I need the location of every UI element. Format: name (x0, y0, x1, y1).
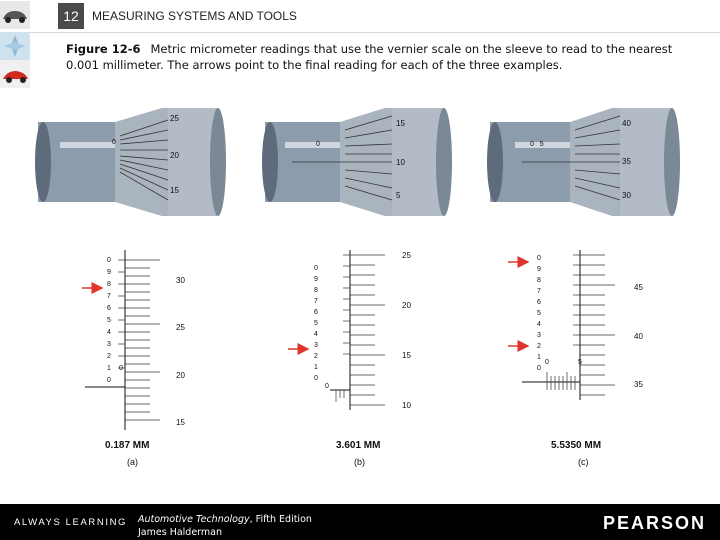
part-label: (a) (127, 457, 138, 467)
vernier-digit: 0 (107, 377, 111, 384)
vernier-digit: 7 (537, 288, 541, 295)
micrometer-illustration-a (35, 108, 226, 216)
footer-tagline: ALWAYS LEARNING (14, 517, 128, 528)
vernier-digit: 5 (107, 317, 111, 324)
figure-caption (66, 41, 676, 73)
vernier-digit: 4 (537, 321, 541, 328)
sleeve-zero: 0 (119, 365, 123, 372)
vernier-detail-b (288, 250, 411, 410)
vernier-digit: 1 (314, 364, 318, 371)
thimble-label: 5 (396, 191, 401, 200)
sleeve-five: 5 (578, 359, 582, 366)
vernier-digit: 2 (537, 343, 541, 350)
micrometer-illustration-b (262, 108, 452, 216)
vernier-digit: 6 (314, 309, 318, 316)
vernier-digit: 0 (107, 257, 111, 264)
detail-thimble-label: 15 (402, 351, 411, 360)
thimble-label: 20 (170, 151, 179, 160)
vernier-digit: 1 (537, 354, 541, 361)
vernier-digit: 4 (107, 329, 111, 336)
vernier-digit: 5 (537, 310, 541, 317)
red-car-thumbnail-icon (0, 60, 30, 88)
figure-label: Figure 12-6 (66, 42, 141, 56)
vernier-detail-a (82, 250, 185, 430)
detail-thimble-label: 30 (176, 276, 185, 285)
thimble-label: 15 (396, 119, 405, 128)
detail-thimble-label: 25 (402, 251, 411, 260)
book-author: James Halderman (138, 527, 223, 538)
part-label: (c) (578, 457, 589, 467)
reading-value: 3.601 MM (336, 440, 381, 451)
vernier-digit: 4 (314, 331, 318, 338)
reading-value: 5.5350 MM (551, 440, 602, 451)
vernier-digit: 8 (107, 281, 111, 288)
pearson-logo: PEARSON (602, 513, 706, 533)
thimble-label: 25 (170, 114, 179, 123)
example-a (35, 108, 226, 467)
vernier-digit: 3 (107, 341, 111, 348)
detail-thimble-label: 20 (402, 301, 411, 310)
detail-thimble-label: 25 (176, 323, 185, 332)
sleeve-label: 0 (316, 141, 320, 148)
example-b (262, 108, 452, 467)
car-thumbnail-icon (0, 1, 30, 29)
vernier-digit: 0 (537, 255, 541, 262)
thimble-label: 15 (170, 186, 179, 195)
vernier-digit: 2 (107, 353, 111, 360)
detail-thimble-label: 10 (402, 401, 411, 410)
vernier-digit: 9 (107, 269, 111, 276)
micrometer-illustration-c (487, 108, 680, 216)
thimble-label: 30 (622, 191, 631, 200)
detail-thimble-label: 15 (176, 418, 185, 427)
sleeve-label: 0 5 (530, 141, 544, 148)
vernier-digit: 7 (314, 298, 318, 305)
detail-thimble-label: 35 (634, 380, 643, 389)
book-title: Automotive Technology (138, 514, 250, 525)
footer-book-info (138, 513, 312, 539)
vernier-digit: 1 (107, 365, 111, 372)
thimble-label: 10 (396, 158, 405, 167)
detail-thimble-label: 40 (634, 332, 643, 341)
chapter-title: MEASURING SYSTEMS AND TOOLS (92, 9, 297, 23)
book-edition: , Fifth Edition (249, 514, 312, 525)
example-c (487, 108, 680, 467)
vernier-digit: 2 (314, 353, 318, 360)
vernier-digit: 8 (537, 277, 541, 284)
slide-header (0, 0, 720, 33)
chapter-number: 12 (58, 3, 84, 29)
reading-value: 0.187 MM (105, 440, 150, 451)
thimble-label: 35 (622, 157, 631, 166)
vernier-digit: 7 (107, 293, 111, 300)
vernier-digit: 0 (314, 375, 318, 382)
vernier-digit: 9 (537, 266, 541, 273)
detail-thimble-label: 20 (176, 371, 185, 380)
vernier-digit: 3 (314, 342, 318, 349)
vernier-digit: 6 (107, 305, 111, 312)
vernier-digit: 0 (537, 365, 541, 372)
sleeve-zero: 0 (325, 383, 329, 390)
vernier-digit: 9 (314, 276, 318, 283)
part-label: (b) (354, 457, 365, 467)
detail-thimble-label: 45 (634, 283, 643, 292)
micrometer-figure (0, 90, 720, 470)
crystal-thumbnail-icon (0, 32, 30, 60)
slide-footer (0, 504, 720, 540)
vernier-digit: 0 (314, 265, 318, 272)
vernier-detail-c (508, 250, 643, 400)
vernier-digit: 5 (314, 320, 318, 327)
vernier-digit: 8 (314, 287, 318, 294)
sleeve-label: 0 (112, 139, 116, 146)
sleeve-zero: 0 (545, 359, 549, 366)
thimble-label: 40 (622, 119, 631, 128)
caption-text: Metric micrometer readings that use the vernier scale on the sleeve to read to the nearest 0.001 millimeter. The arrows point to the final reading for each of the three examples. (66, 42, 673, 72)
vernier-digit: 6 (537, 299, 541, 306)
vernier-digit: 3 (537, 332, 541, 339)
